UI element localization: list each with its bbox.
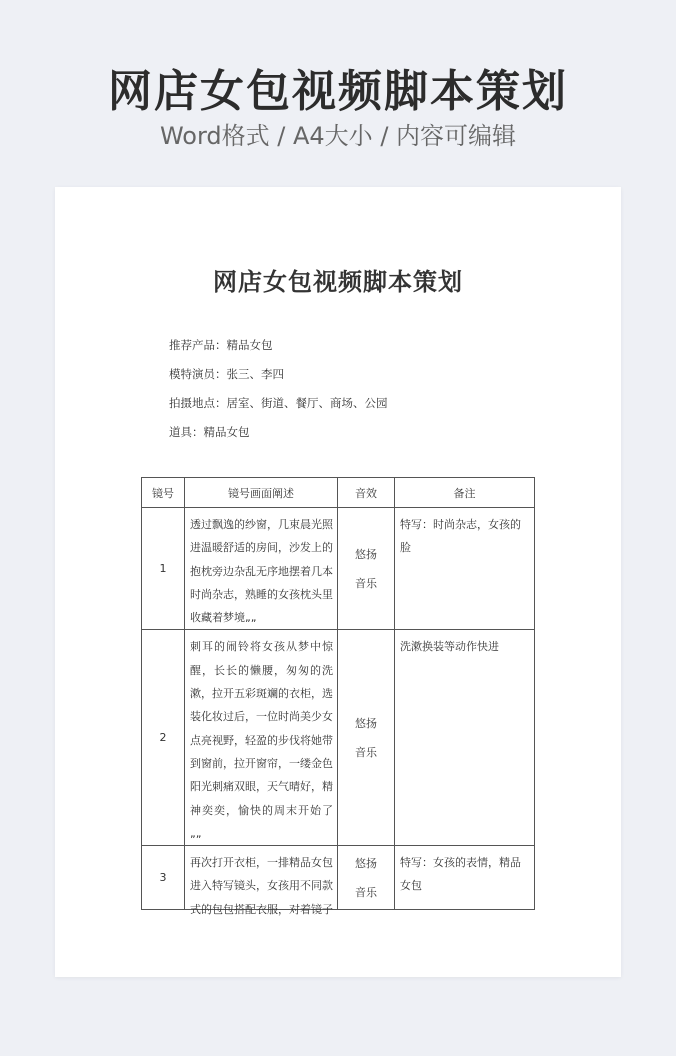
info-actors xyxy=(169,366,284,382)
sound-effect-line2: 音乐 xyxy=(355,576,377,590)
info-product-value: 精品女包 xyxy=(226,338,273,352)
info-location xyxy=(169,395,388,411)
sound-effect-line1: 悠扬 xyxy=(355,856,377,870)
shot-note: 特写：时尚杂志，女孩的脸 xyxy=(395,508,535,630)
info-location-label: 拍摄地点： xyxy=(169,396,227,410)
shot-note: 洗漱换装等动作快进 xyxy=(395,630,535,846)
table-row xyxy=(142,846,535,910)
table-row xyxy=(142,508,535,630)
info-product-label: 推荐产品： xyxy=(169,338,227,352)
script-table xyxy=(141,477,535,916)
header-notes: 备注 xyxy=(395,478,535,508)
document-page xyxy=(55,187,621,977)
table-row xyxy=(142,630,535,846)
banner-title: 网店女包视频脚本策划 xyxy=(108,66,568,117)
banner-subtitle: Word格式 / A4大小 / 内容可编辑 xyxy=(159,122,517,150)
info-props xyxy=(169,424,250,440)
shot-number: 3 xyxy=(142,846,185,910)
info-actors-label: 模特演员： xyxy=(169,367,227,381)
header-sound-effect: 音效 xyxy=(338,478,395,508)
shot-description: 再次打开衣柜，一排精品女包进入特写镜头，女孩用不同款式的包包搭配衣服，对着镜子 xyxy=(190,856,333,916)
info-actors-value: 张三、李四 xyxy=(226,367,284,381)
sound-effect-line1: 悠扬 xyxy=(355,547,377,561)
header-shot-description: 镜号画面阐述 xyxy=(185,478,338,508)
sound-effect-line1: 悠扬 xyxy=(355,716,377,730)
info-product xyxy=(169,337,273,353)
document-title: 网店女包视频脚本策划 xyxy=(213,268,463,296)
sound-effect-line2: 音乐 xyxy=(355,885,377,899)
table-header-row xyxy=(142,478,535,508)
shot-number: 2 xyxy=(142,630,185,846)
sound-effect-line2: 音乐 xyxy=(355,745,377,759)
header-shot-number: 镜号 xyxy=(142,478,185,508)
shot-note: 特写：女孩的表情，精品女包 xyxy=(395,846,535,910)
info-props-value: 精品女包 xyxy=(203,425,250,439)
shot-description: 刺耳的闹铃将女孩从梦中惊醒，长长的懒腰，匆匆的洗漱，拉开五彩斑斓的衣柜，选装化妆过后，一位时尚美少女点亮视野，轻盈的步伐将她带到窗前，拉开窗帘，一缕金色阳光刺痛双眼，天气晴好，精神奕奕，愉快的周末开始了„„ xyxy=(185,630,338,846)
sound-effect xyxy=(338,630,395,846)
sound-effect xyxy=(338,508,395,630)
shot-description: 透过飘逸的纱窗，几束晨光照进温暖舒适的房间，沙发上的抱枕旁边杂乱无序地摆着几本时尚杂志，熟睡的女孩枕头里收藏着梦境„„ xyxy=(185,508,338,630)
info-location-value: 居室、街道、餐厅、商场、公园 xyxy=(226,396,388,410)
shot-description-cell xyxy=(185,846,338,916)
info-props-label: 道具： xyxy=(169,425,204,439)
shot-number: 1 xyxy=(142,508,185,630)
sound-effect xyxy=(338,846,395,910)
